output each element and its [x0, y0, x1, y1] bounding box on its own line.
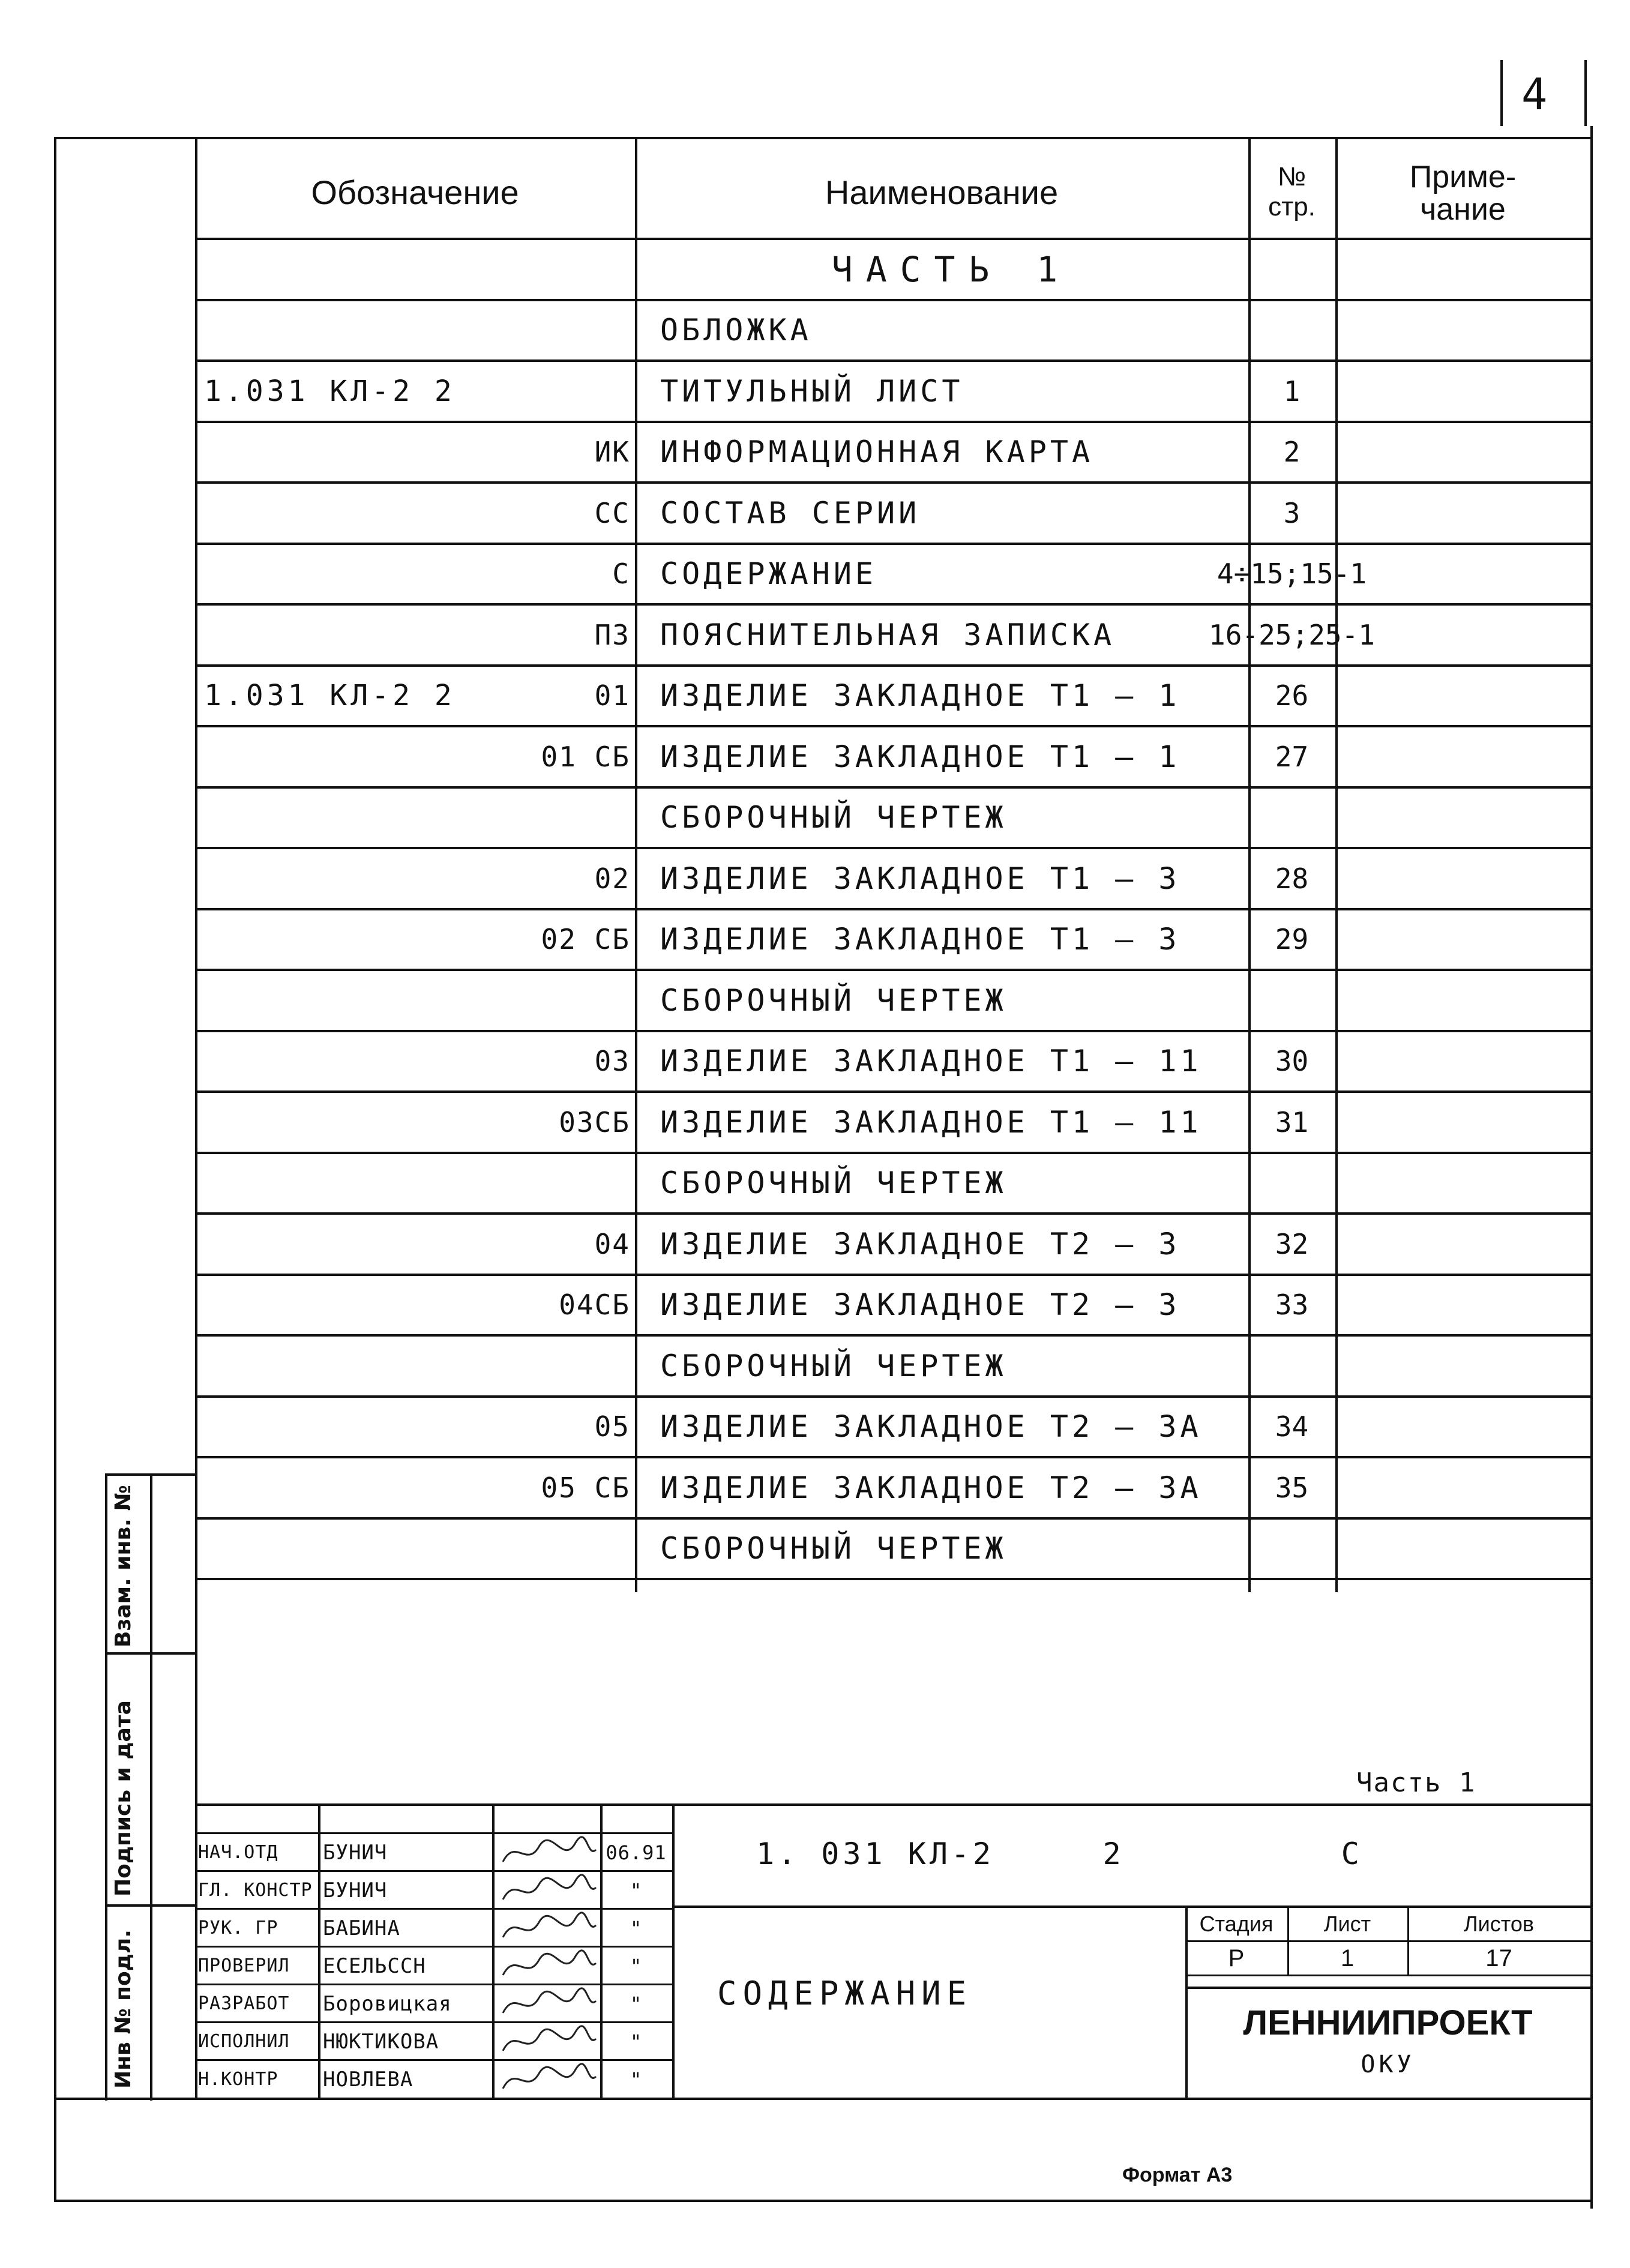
row-code [204, 483, 444, 544]
stamp-date: " [630, 2030, 643, 2053]
stamp-role: ГЛ. КОНСТР [198, 1880, 313, 1901]
row-suffix: 04 [594, 1227, 630, 1260]
row-code [204, 604, 444, 666]
row-name: СОСТАВ СЕРИИ [660, 495, 921, 531]
stamp-name: БАБИНА [323, 1916, 400, 1940]
row-code [204, 1397, 444, 1458]
row-suffix: 03СБ [559, 1105, 630, 1139]
signature-mark [497, 1910, 599, 1946]
stamp-name: Боровицкая [323, 1991, 452, 2016]
row-name: ИЗДЕЛИЕ ЗАКЛАДНОЕ Т1 — 1 [660, 678, 1180, 714]
row-name: ИЗДЕЛИЕ ЗАКЛАДНОЕ Т1 — 11 [660, 1044, 1202, 1079]
row-name: ИНФОРМАЦИОННАЯ КАРТА [660, 435, 1094, 470]
row-page [1248, 787, 1335, 849]
row-suffix: 05 [594, 1410, 630, 1443]
row-code: 1.031 КЛ-2 2 [204, 679, 456, 713]
row-code [204, 1153, 444, 1214]
row-code [204, 1214, 444, 1275]
stamp-date: " [630, 1992, 643, 2015]
signature-mark [497, 1835, 599, 1871]
stamp-name: БУНИЧ [323, 1840, 388, 1865]
row-page: 31 [1275, 1105, 1309, 1139]
row-name: ИЗДЕЛИЕ ЗАКЛАДНОЕ Т2 — 3А [660, 1409, 1202, 1445]
row-suffix [444, 1153, 630, 1214]
frame-top [54, 137, 1590, 139]
row-page: 33 [1275, 1289, 1309, 1322]
sheet-label: Лист [1323, 1911, 1371, 1936]
row-code [204, 1518, 444, 1580]
row-page [1248, 239, 1335, 300]
row-suffix: 04СБ [559, 1289, 630, 1322]
header-page-no [1248, 162, 1335, 222]
part-label: Часть 1 [1356, 1767, 1476, 1798]
row-suffix [444, 300, 630, 361]
row-code: 1.031 КЛ-2 2 [204, 374, 456, 408]
row-page: 26 [1275, 679, 1309, 712]
side-label-inv-orig: Инв № подл. [111, 1930, 136, 2089]
row-page: 27 [1275, 740, 1309, 773]
row-suffix [444, 1335, 630, 1397]
stamp-role: РУК. ГР [198, 1918, 278, 1939]
row-suffix [444, 787, 630, 849]
frame-bottom [54, 2200, 1590, 2202]
signature-mark [497, 1872, 599, 1909]
row-name: ИЗДЕЛИЕ ЗАКЛАДНОЕ Т1 — 11 [660, 1104, 1202, 1140]
header-designation: Обозначение [311, 173, 519, 211]
row-name: СБОРОЧНЫЙ ЧЕРТЕЖ [660, 1348, 1007, 1383]
row-suffix: 02 [594, 862, 630, 895]
signature-mark [497, 2024, 599, 2060]
row-name: ОБЛОЖКА [660, 313, 812, 348]
row-page: 4÷15;15-1 [1216, 558, 1367, 591]
sheets-label: Листов [1464, 1911, 1534, 1936]
signature-mark [497, 1948, 599, 1984]
row-code [204, 848, 444, 909]
header-page-no-line2: стр. [1268, 192, 1316, 221]
row-code [204, 787, 444, 849]
row-name: СБОРОЧНЫЙ ЧЕРТЕЖ [660, 1531, 1007, 1566]
frame-left [54, 137, 56, 2201]
row-code [204, 544, 444, 605]
stamp-date: 06.91 [606, 1841, 667, 1864]
row-page: 32 [1275, 1227, 1309, 1260]
stamp-role: НАЧ.ОТД [198, 1842, 278, 1863]
row-name: ПОЯСНИТЕЛЬНАЯ ЗАПИСКА [660, 617, 1116, 652]
row-page: 2 [1283, 436, 1301, 469]
row-name: СБОРОЧНЫЙ ЧЕРТЕЖ [660, 800, 1007, 835]
row-suffix: 01 [594, 679, 630, 712]
format-label: Формат А3 [1122, 2164, 1233, 2186]
row-page: 34 [1275, 1410, 1309, 1443]
row-page [1248, 1518, 1335, 1580]
stamp-date: " [630, 1916, 643, 1940]
row-page [1248, 970, 1335, 1031]
row-name: ТИТУЛЬНЫЙ ЛИСТ [660, 373, 964, 409]
header-note [1335, 161, 1590, 226]
stamp-date: " [630, 2068, 643, 2091]
side-label-sign-date: Подпись и дата [111, 1700, 136, 1897]
document-code: 1. 031 КЛ-2 2 С [756, 1836, 1363, 1871]
row-suffix: СС [594, 496, 630, 529]
organization: ЛЕННИИПРОЕКТ [1243, 2003, 1533, 2042]
row-page: 35 [1275, 1471, 1309, 1504]
row-page [1248, 300, 1335, 361]
row-page: 29 [1275, 923, 1309, 956]
row-name: ИЗДЕЛИЕ ЗАКЛАДНОЕ Т1 — 3 [660, 922, 1180, 957]
row-name: ИЗДЕЛИЕ ЗАКЛАДНОЕ Т2 — 3 [660, 1226, 1180, 1262]
stage-label: Стадия [1199, 1911, 1274, 1936]
side-label-replace-inv: Взам. инв. № [111, 1485, 136, 1647]
row-code [204, 300, 444, 361]
stamp-name: ЕСЕЛЬССН [323, 1954, 426, 1978]
row-code [204, 726, 444, 787]
row-suffix: ИК [594, 436, 630, 469]
stamp-role: Н.КОНТР [198, 2069, 278, 2090]
row-page [1248, 1335, 1335, 1397]
stamp-role: ИСПОЛНИЛ [198, 2031, 290, 2052]
row-name: ИЗДЕЛИЕ ЗАКЛАДНОЕ Т1 — 1 [660, 739, 1180, 774]
row-code [204, 239, 444, 300]
row-suffix: 05 СБ [541, 1471, 630, 1504]
row-suffix: 03 [594, 1045, 630, 1078]
row-code [204, 1031, 444, 1092]
header-name: Наименование [825, 173, 1059, 211]
row-code [204, 1275, 444, 1336]
header-note-line2: чание [1420, 192, 1506, 227]
row-page: 28 [1275, 862, 1309, 895]
header-page-no-line1: № [1277, 162, 1307, 191]
row-suffix [444, 361, 630, 422]
row-code [204, 909, 444, 970]
signature-mark [497, 1986, 599, 2022]
department: ОКУ [1361, 2051, 1415, 2078]
stamp-date: " [630, 1878, 643, 1902]
row-suffix [444, 970, 630, 1031]
stamp-name: БУНИЧ [323, 1878, 388, 1903]
row-name: СОДЕРЖАНИЕ [660, 556, 877, 592]
row-page: 30 [1275, 1045, 1309, 1078]
stamp-role: РАЗРАБОТ [198, 1993, 290, 2014]
row-name: ИЗДЕЛИЕ ЗАКЛАДНОЕ Т2 — 3 [660, 1287, 1180, 1323]
row-name: ЧАСТЬ 1 [831, 248, 1071, 290]
row-suffix [444, 1518, 630, 1580]
row-name: СБОРОЧНЫЙ ЧЕРТЕЖ [660, 1166, 1007, 1201]
row-code [204, 1335, 444, 1397]
row-suffix: 02 СБ [541, 923, 630, 956]
row-name: ИЗДЕЛИЕ ЗАКЛАДНОЕ Т2 — 3А [660, 1470, 1202, 1505]
stamp-date: " [630, 1954, 643, 1978]
stamp-role: ПРОВЕРИЛ [198, 1955, 290, 1976]
stamp-name: НЮКТИКОВА [323, 2029, 439, 2054]
row-page: 1 [1283, 374, 1301, 408]
document-title: СОДЕРЖАНИЕ [717, 1975, 973, 2012]
frame-right [1590, 126, 1593, 2209]
page-number: 4 [1521, 69, 1551, 119]
row-suffix: ПЗ [594, 618, 630, 651]
row-code [204, 422, 444, 483]
row-page [1248, 1153, 1335, 1214]
signature-mark [497, 2062, 599, 2098]
row-page: 16-25;25-1 [1209, 618, 1375, 651]
row-name: СБОРОЧНЫЙ ЧЕРТЕЖ [660, 982, 1007, 1018]
row-code [204, 1092, 444, 1153]
sheets-value: 17 [1485, 1945, 1512, 1972]
row-page: 3 [1283, 496, 1301, 529]
row-suffix: С [612, 558, 630, 591]
stage-value: Р [1228, 1945, 1245, 1972]
row-code [204, 1457, 444, 1518]
stamp-name: НОВЛЕВА [323, 2067, 414, 2092]
row-suffix [444, 239, 630, 300]
sheet-value: 1 [1340, 1945, 1355, 1972]
row-name: ИЗДЕЛИЕ ЗАКЛАДНОЕ Т1 — 3 [660, 861, 1180, 896]
row-suffix: 01 СБ [541, 740, 630, 773]
header-note-line1: Приме- [1409, 160, 1517, 194]
row-divider [195, 1578, 1590, 1580]
row-code [204, 970, 444, 1031]
